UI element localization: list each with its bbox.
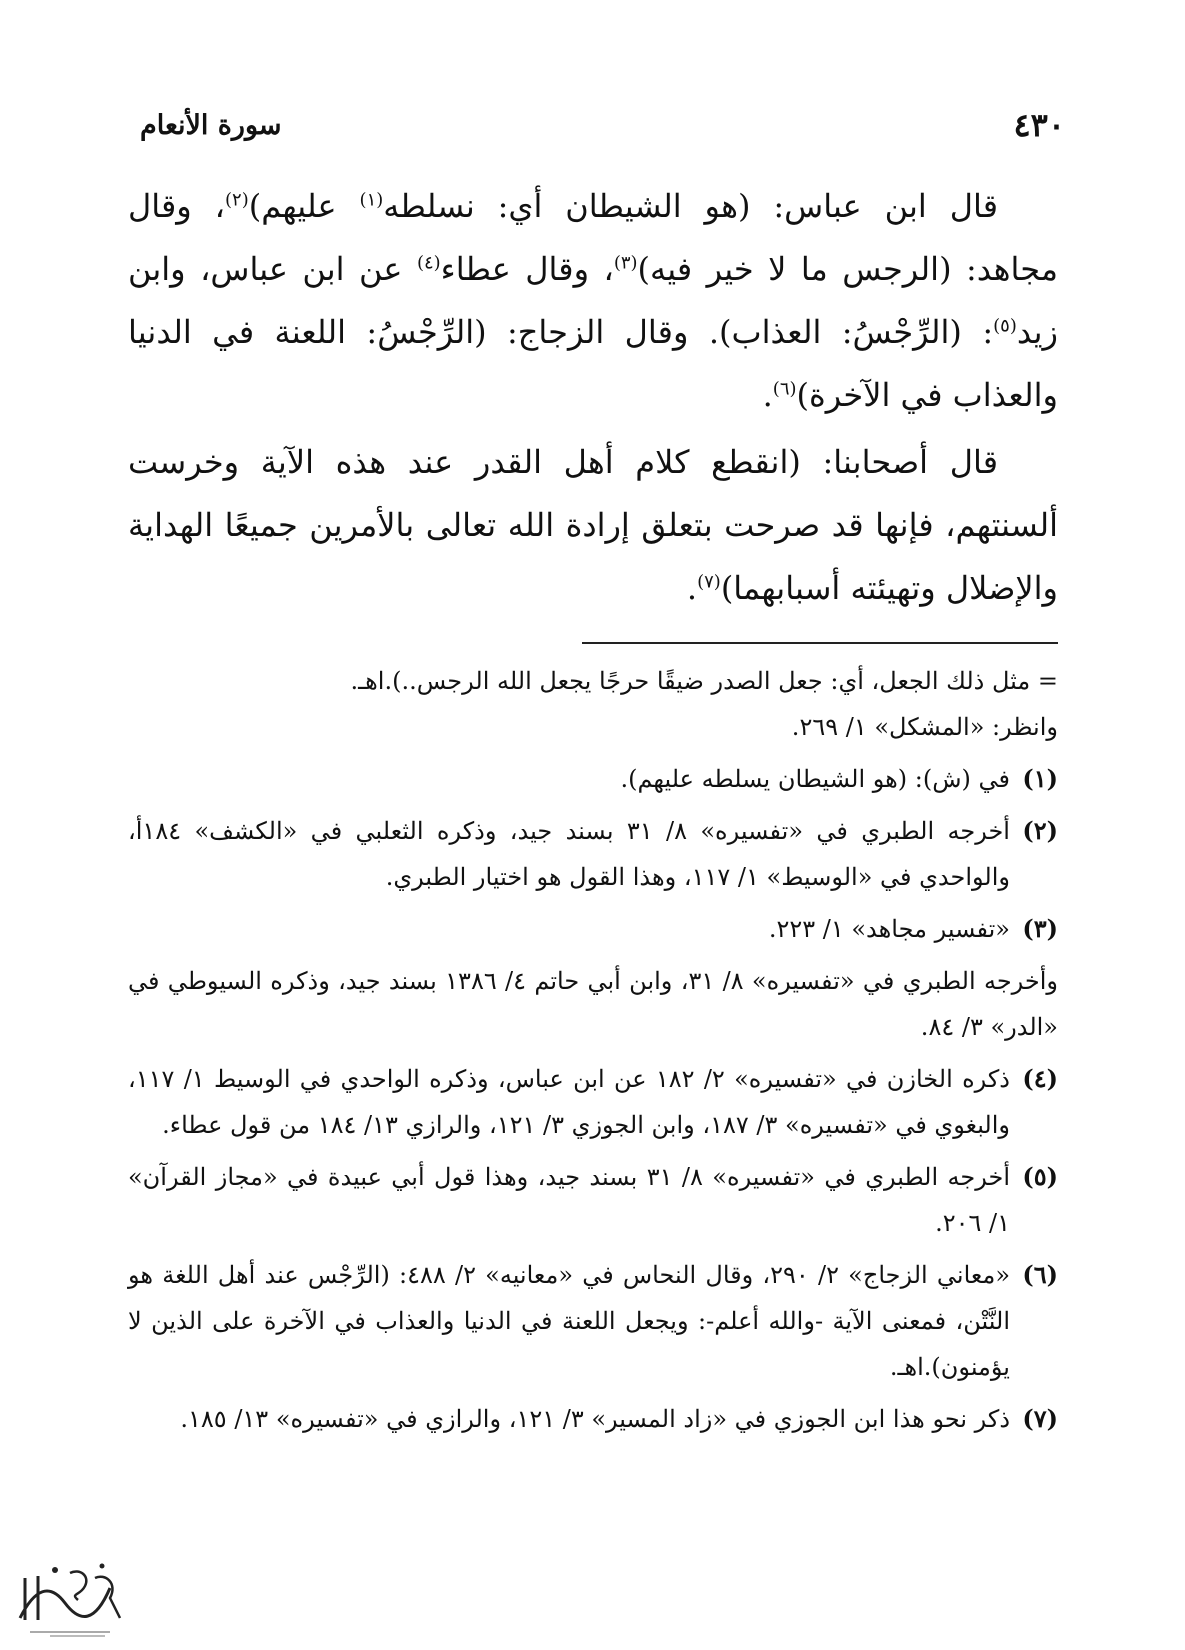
footnote-number: (٦) — [1022, 1260, 1058, 1289]
footnote-number: (١) — [1022, 764, 1058, 793]
footnote-text: ذكر نحو هذا ابن الجوزي في «زاد المسير» ٣/ ١٢١، والرازي في «تفسيره» ١٣/ ١٨٥. — [180, 1405, 1010, 1433]
footnote-ref: (٣) — [613, 252, 638, 274]
footnote-ref: (٤) — [416, 252, 441, 274]
footnote-ref: (٧) — [697, 571, 721, 593]
footnote-item — [128, 1396, 1058, 1442]
footnote-item — [128, 756, 1058, 802]
page-header — [140, 100, 1065, 150]
footnote-text: أخرجه الطبري في «تفسيره» ٨/ ٣١ بسند جيد، وذكره الثعلبي في «الكشف» ١٨٤أ، والواحدي في «الوسيط» ١/ ١١٧، وهذا القول هو اختيار الطبري. — [128, 817, 1010, 891]
footnote-text: ذكره الخازن في «تفسيره» ٢/ ١٨٢ عن ابن عباس، وذكره الواحدي في الوسيط ١/ ١١٧، والبغوي في «تفسيره» ٣/ ١٨٧، وابن الجوزي ٣/ ١٢١، والرازي ١٣/ ١٨٤ من قول عطاء. — [128, 1065, 1010, 1139]
footnote-ref: (٥) — [993, 315, 1017, 337]
footnote-continuation — [128, 658, 1058, 750]
footnote-ref: (١) — [359, 189, 384, 211]
text-run: قال ابن عباس: (هو الشيطان أي: نسلطه — [383, 187, 998, 225]
main-text — [128, 175, 1058, 620]
text-run: قال أصحابنا: (انقطع كلام أهل القدر عند هذه الآية وخرست ألسنتهم، فإنها قد صرحت بتعلق إرادة الله تعالى بالأمرين جميعًا الهداية والإضلال وتهيئته أسبابهما) — [128, 443, 1058, 607]
publisher-calligraphy-logo-icon — [10, 1548, 130, 1643]
footnote-separator — [582, 642, 1058, 644]
text-run: . — [762, 376, 773, 414]
logo-drawing — [10, 1548, 130, 1643]
footnote-text: «تفسير مجاهد» ١/ ٢٢٣. — [768, 915, 1010, 943]
footnote-item — [128, 1252, 1058, 1390]
page-number: ٤٣٠ — [1013, 106, 1065, 144]
footnote-item — [128, 1154, 1058, 1246]
text-run: . — [686, 569, 698, 607]
paragraph-1 — [128, 175, 1058, 427]
continuation-line: = مثل ذلك الجعل، أي: جعل الصدر ضيقًا حرجًا يجعل الله الرجس..).اهـ. — [350, 667, 1058, 695]
footnote-ref: (٦) — [772, 378, 797, 400]
footnote-item — [128, 1056, 1058, 1148]
footnote-text: في (ش): (هو الشيطان يسلطه عليهم). — [620, 765, 1010, 793]
footnote-text: «معاني الزجاج» ٢/ ٢٩٠، وقال النحاس في «معانيه» ٢/ ٤٨٨: (الرِّجْس عند أهل اللغة هو النَّتْن، فمعنى الآية -والله أعلم-: ويجعل اللعنة في الدنيا والعذاب في الآخرة على الذين لا يؤمنون).اهـ. — [128, 1261, 1011, 1381]
text-run: : (الرِّجْسُ: العذاب). وقال الزجاج: (الرِّجْسُ: اللعنة في الدنيا والعذاب في الآخرة) — [128, 313, 1058, 414]
footnote-number: (٤) — [1022, 1064, 1058, 1093]
footnote-item — [128, 906, 1058, 952]
continuation-line: وانظر: «المشكل» ١/ ٢٦٩. — [791, 713, 1058, 741]
text-run: عن ابن عباس، وابن زيد — [128, 250, 1058, 351]
running-title: سورة الأنعام — [140, 109, 282, 141]
footnote-number: (٢) — [1022, 816, 1058, 845]
footnotes — [128, 658, 1058, 1448]
footnote-item — [128, 808, 1058, 900]
footnote-number: (٥) — [1022, 1162, 1058, 1191]
footnote-extra: وأخرجه الطبري في «تفسيره» ٨/ ٣١، وابن أبي حاتم ٤/ ١٣٨٦ بسند جيد، وذكره السيوطي في «الدر» ٣/ ٨٤. — [128, 967, 1058, 1041]
text-run: عليهم) — [248, 187, 360, 225]
footnote-number: (٧) — [1022, 1404, 1058, 1433]
paragraph-2 — [128, 431, 1058, 620]
footnote-ref: (٢) — [225, 189, 249, 211]
text-run: ، وقال مجاهد: (الرجس ما لا خير فيه) — [128, 187, 1059, 288]
footnote-text: أخرجه الطبري في «تفسيره» ٨/ ٣١ بسند جيد، وهذا قول أبي عبيدة في «مجاز القرآن» ١/ ٢٠٦. — [128, 1163, 1010, 1237]
text-run: ، وقال عطاء — [440, 250, 614, 288]
footnote-number: (٣) — [1022, 914, 1058, 943]
